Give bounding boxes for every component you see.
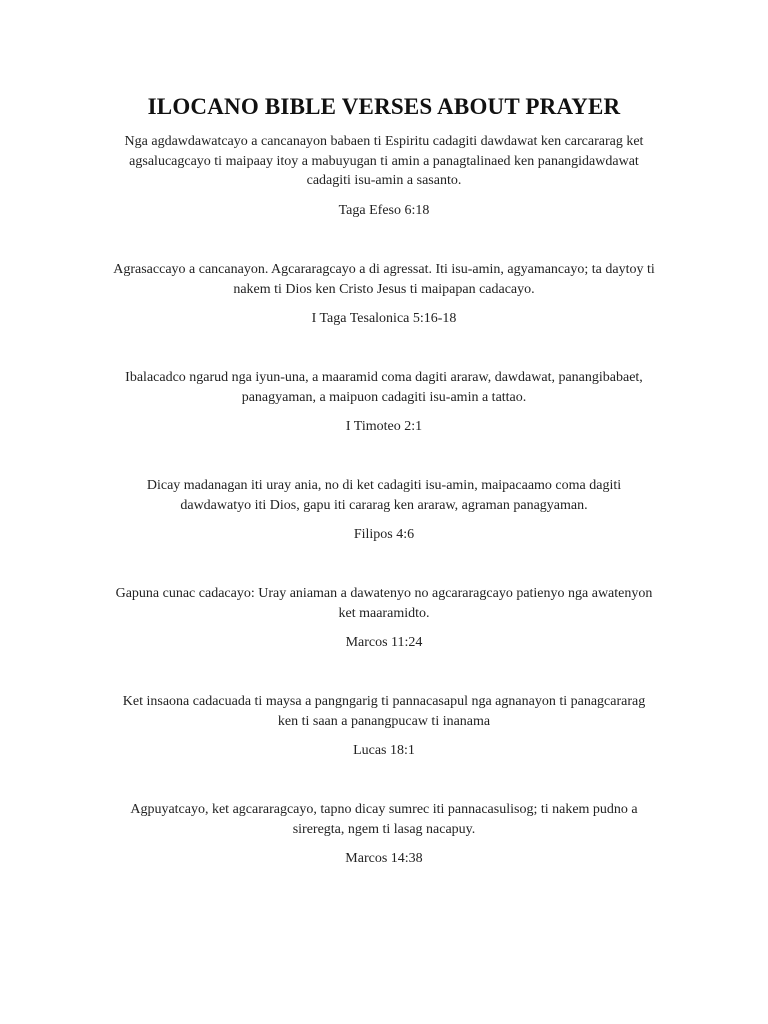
verse-line: nakem ti Dios ken Cristo Jesus ti maipapan cadacayo. [233, 281, 535, 297]
verse-line: cadagiti isu-amin a sasanto. [306, 173, 462, 188]
verse-reference: Marcos 14:38 [345, 851, 423, 866]
verse-text [84, 692, 684, 731]
verse-line: dawdawatyo iti Dios, gapu iti cararag ken araraw, agraman panagyaman. [180, 497, 588, 513]
verse-line: panagyaman, a maipuon cadagiti isu-amin a tattao. [241, 389, 527, 405]
verse-reference: Marcos 11:24 [345, 635, 423, 650]
verse-line: ken ti saan a panangpucaw ti inanama [277, 713, 491, 729]
verse-reference: I Taga Tesalonica 5:16-18 [311, 311, 457, 326]
page-title: ILOCANO BIBLE VERSES ABOUT PRAYER [147, 94, 621, 119]
verse-reference: Filipos 4:6 [353, 527, 415, 542]
verse-text [84, 132, 684, 191]
verse-line: ket maaramidto. [338, 605, 430, 621]
verse-line: Dicay madanagan iti uray ania, no di ket cadagiti isu-amin, maipacaamo coma dagiti [146, 478, 622, 493]
verse-line: Gapuna cunac cadacayo: Uray aniaman a dawatenyo no agcararagcayo patienyo nga awatenyon [115, 586, 653, 601]
verse-line: agsalucagcayo ti maipaay itoy a mabuyugan ti amin a panagtalinaed ken panangidawdawat [129, 153, 639, 169]
verse-reference: I Timoteo 2:1 [345, 419, 423, 434]
verse-text [84, 584, 684, 623]
verse-line: Nga agdawdawatcayo a cancanayon babaen ti Espiritu cadagiti dawdawat ken carcararag ket [124, 134, 644, 149]
verse-reference: Taga Efeso 6:18 [338, 203, 430, 218]
verse-line: sireregta, ngem ti lasag nacapuy. [292, 821, 476, 837]
verse-reference: Lucas 18:1 [353, 743, 415, 758]
verse-text [84, 368, 684, 407]
verse-line: Ibalacadco ngarud nga iyun-una, a maaramid coma dagiti araraw, dawdawat, panangibabaet, [125, 370, 643, 385]
verse-line: Agpuyatcayo, ket agcararagcayo, tapno dicay sumrec iti pannacasulisog; ti nakem pudno a [130, 802, 638, 817]
verse-text [84, 800, 684, 839]
verse-line: Agrasaccayo a cancanayon. Agcararagcayo a di agressat. Iti isu-amin, agyamancayo; ta daytoy ti [113, 262, 655, 277]
verse-text [84, 476, 684, 515]
verse-text [84, 260, 684, 299]
verse-line: Ket insaona cadacuada ti maysa a pangngarig ti pannacasapul nga agnanayon ti panagcararag [122, 694, 646, 709]
